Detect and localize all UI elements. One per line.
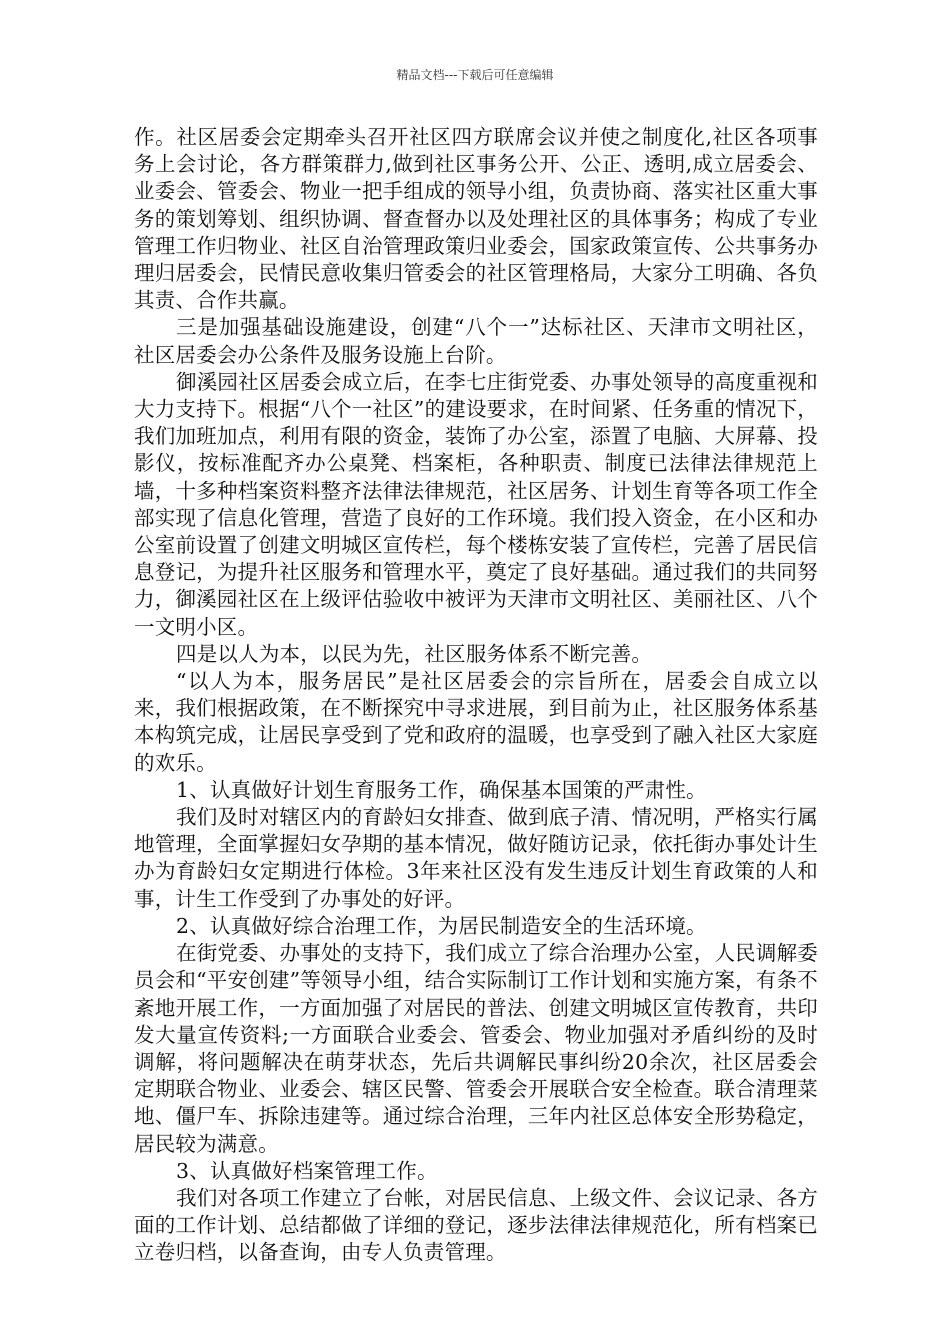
paragraph: 四是以人为本，以民为先，社区服务体系不断完善。 xyxy=(176,641,653,666)
paragraph: 2、认真做好综合治理工作，为居民制造安全的生活环境。 xyxy=(176,913,707,938)
paragraph: 我们对各项工作建立了台帐，对居民信息、上级文件、会议记录、各方面的工作计划、总结都做了详细的登记，逐步法律法律规范化，所有档案已立卷归档，以备查询，由专人负责管理。 xyxy=(134,1185,818,1265)
paragraph: 三是加强基础设施建设，创建“八个一”达标社区、天津市文明社区，社区居委会办公条件及服务设施上台阶。 xyxy=(134,315,818,367)
paragraph: 御溪园社区居委会成立后，在李七庄街党委、办事处领导的高度重视和大力支持下。根据“八个一社区”的建设要求，在时间紧、任务重的情况下，我们加班加点，利用有限的资金，装饰了办公室，添置了电脑、大屏幕、投影仪，按标准配齐办公桌凳、档案柜，各种职责、制度已法律法律规范上墙，十多种档案资料整齐法律法律规范，社区居务、计划生育等各项工作全部实现了信息化管理，营造了良好的工作环境。我们投入资金，在小区和办公室前设置了创建文明城区宣传栏，每个楼栋安装了宣传栏，完善了居民信息登记，为提升社区服务和管理水平，奠定了良好基础。通过我们的共同努力，御溪园社区在上级评估验收中被评为天津市文明社区、美丽社区、八个一文明小区。 xyxy=(134,369,818,639)
paragraph: “以人为本，服务居民”是社区居委会的宗旨所在，居委会自成立以来，我们根据政策，在不断探究中寻求进展，到目前为止，社区服务体系基本构筑完成，让居民享受到了党和政府的温暖，也享受到了融入社区大家庭的欢乐。 xyxy=(134,669,818,775)
document-body xyxy=(134,124,818,1267)
paragraph: 在街党委、办事处的支持下，我们成立了综合治理办公室，人民调解委员会和“平安创建”等领导小组，结合实际制订工作计划和实施方案，有条不紊地开展工作，一方面加强了对居民的普法、创建文明城区宣传教育，共印发大量宣传资料;一方面联合业委会、管委会、物业加强对矛盾纠纷的及时调解，将问题解决在萌芽状态，先后共调解民事纠纷20余次，社区居委会定期联合物业、业委会、辖区民警、管委会开展联合安全检查。联合清理菜地、僵尸车、拆除违建等。通过综合治理，三年内社区总体安全形势稳定，居民较为满意。 xyxy=(134,941,818,1156)
page-header: 精品文档---下载后可任意编辑 xyxy=(396,68,554,82)
paragraph: 1、认真做好计划生育服务工作，确保基本国策的严肃性。 xyxy=(176,777,707,802)
paragraph: 3、认真做好档案管理工作。 xyxy=(176,1158,438,1183)
paragraph: 作。社区居委会定期牵头召开社区四方联席会议并使之制度化,社区各项事务上会讨论，各方群策群力,做到社区事务公开、公正、透明,成立居委会、业委会、管委会、物业一把手组成的领导小组，负责协商、落实社区重大事务的策划筹划、组织协调、督查督办以及处理社区的具体事务；构成了专业管理工作归物业、社区自治管理政策归业委会，国家政策宣传、公共事务办理归居委会，民情民意收集归管委会的社区管理格局，大家分工明确、各负其责、合作共赢。 xyxy=(134,125,818,313)
paragraph: 我们及时对辖区内的育龄妇女排查、做到底子清、情况明，严格实行属地管理，全面掌握妇女孕期的基本情况，做好随访记录，依托街办事处计生办为育龄妇女定期进行体检。3年来社区没有发生违反计划生育政策的人和事，计生工作受到了办事处的好评。 xyxy=(134,805,818,911)
